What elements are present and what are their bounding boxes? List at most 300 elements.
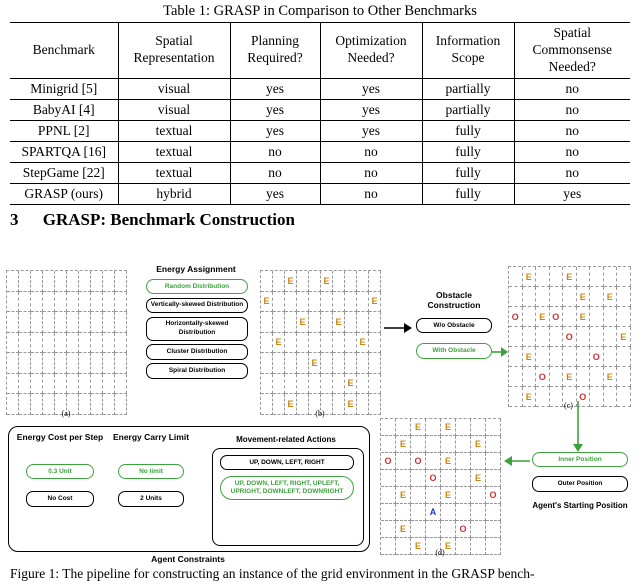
grid-cell bbox=[91, 271, 103, 292]
grid-cell bbox=[426, 521, 441, 538]
grid-cell bbox=[91, 312, 103, 333]
grid-cell bbox=[550, 327, 564, 347]
grid-cell bbox=[115, 333, 127, 354]
grid-cell bbox=[31, 374, 43, 395]
table-cell: BabyAI [4] bbox=[10, 99, 118, 120]
grid-cell-e: E bbox=[523, 267, 537, 287]
grid-cell bbox=[31, 353, 43, 374]
grid-cell bbox=[79, 271, 91, 292]
grid-cell bbox=[617, 367, 631, 387]
grid-cell bbox=[7, 353, 19, 374]
grid-cell-o: O bbox=[590, 347, 604, 367]
grid-cell bbox=[285, 333, 297, 354]
grid-panel-b bbox=[260, 270, 381, 415]
grid-cell-e: E bbox=[441, 538, 456, 555]
table-cell: fully bbox=[422, 162, 514, 183]
grid-cell bbox=[285, 353, 297, 374]
grid-cell bbox=[357, 353, 369, 374]
grid-cell-o: O bbox=[426, 470, 441, 487]
grid-cell bbox=[55, 333, 67, 354]
grid-cell bbox=[273, 312, 285, 333]
energy-cost-title: Energy Cost per Step bbox=[16, 432, 104, 442]
table-header-row bbox=[10, 23, 630, 79]
grid-cell bbox=[31, 271, 43, 292]
grid-cell bbox=[79, 333, 91, 354]
energy-cost-options bbox=[26, 464, 94, 507]
grid-cell bbox=[31, 312, 43, 333]
grid-cell bbox=[456, 419, 471, 436]
grid-cell bbox=[411, 436, 426, 453]
grid-cell-e: E bbox=[297, 312, 309, 333]
grid-cell bbox=[321, 353, 333, 374]
grid-cell bbox=[426, 436, 441, 453]
grid-cell-e: E bbox=[563, 367, 577, 387]
grid-cell bbox=[67, 333, 79, 354]
grid-cell bbox=[369, 271, 381, 292]
grid-cell-o: O bbox=[509, 307, 523, 327]
option-horizontally-skewed-distribution: Horizontally-skewed Distribution bbox=[146, 317, 248, 341]
grid-cell bbox=[19, 333, 31, 354]
grid-cell-e: E bbox=[411, 419, 426, 436]
grid-cell bbox=[381, 419, 396, 436]
table-cell: StepGame [22] bbox=[10, 162, 118, 183]
grid-cell bbox=[563, 287, 577, 307]
table-cell: hybrid bbox=[118, 183, 230, 204]
grid-cell bbox=[369, 374, 381, 395]
grid-cell bbox=[103, 374, 115, 395]
option-vertically-skewed-distribution: Vertically-skewed Distribution bbox=[146, 298, 248, 313]
grid-cell bbox=[426, 453, 441, 470]
grid-cell-e: E bbox=[321, 271, 333, 292]
grid-cell bbox=[321, 292, 333, 313]
grid-cell bbox=[456, 436, 471, 453]
grid-cell bbox=[333, 353, 345, 374]
movement-actions-options bbox=[220, 455, 354, 500]
grid-cell bbox=[441, 521, 456, 538]
table-cell: textual bbox=[118, 162, 230, 183]
grid-cell-e: E bbox=[273, 333, 285, 354]
option-w-o-obstacle: W/o Obstacle bbox=[416, 318, 492, 333]
grid-cell-e: E bbox=[396, 521, 411, 538]
column-header: Optimization Needed? bbox=[320, 23, 422, 79]
grid-cell bbox=[523, 327, 537, 347]
grid-panel-c bbox=[508, 266, 631, 407]
section-heading bbox=[10, 210, 295, 230]
grid-cell-o: O bbox=[563, 327, 577, 347]
carry-limit-options bbox=[118, 464, 184, 507]
obstacle-construction-options bbox=[416, 318, 492, 359]
grid-cell bbox=[509, 367, 523, 387]
panel-label-b: (b) bbox=[315, 409, 325, 418]
grid-cell bbox=[55, 374, 67, 395]
table-cell: GRASP (ours) bbox=[10, 183, 118, 204]
grid-cell bbox=[604, 347, 618, 367]
grid-cell bbox=[261, 312, 273, 333]
grid-cell bbox=[509, 287, 523, 307]
table-cell: yes bbox=[514, 183, 630, 204]
grid-cell bbox=[285, 312, 297, 333]
grid-cell bbox=[396, 419, 411, 436]
grid-cell bbox=[381, 504, 396, 521]
column-header: Spatial Commonsense Needed? bbox=[514, 23, 630, 79]
grid-cell bbox=[441, 504, 456, 521]
grid-cell-o: O bbox=[536, 367, 550, 387]
grid-cell bbox=[381, 470, 396, 487]
grid-cell bbox=[381, 436, 396, 453]
grid-cell bbox=[43, 333, 55, 354]
table-cell: no bbox=[514, 78, 630, 99]
grid-cell bbox=[333, 374, 345, 395]
table-cell: no bbox=[514, 99, 630, 120]
grid-cell bbox=[411, 487, 426, 504]
grid-cell bbox=[55, 271, 67, 292]
grid-cell bbox=[590, 267, 604, 287]
table-cell: no bbox=[320, 162, 422, 183]
grid-cell bbox=[411, 521, 426, 538]
grid-cell bbox=[309, 333, 321, 354]
grid-cell bbox=[19, 374, 31, 395]
grid-cell-e: E bbox=[345, 374, 357, 395]
grid-cell-o: O bbox=[486, 487, 501, 504]
grid-cell bbox=[509, 347, 523, 367]
grid-cell bbox=[577, 367, 591, 387]
grid-cell-e: E bbox=[411, 538, 426, 555]
grid-cell-e: E bbox=[523, 347, 537, 367]
grid-cell bbox=[486, 504, 501, 521]
grid-cell bbox=[345, 271, 357, 292]
grid-cell bbox=[321, 312, 333, 333]
grid-cell bbox=[261, 374, 273, 395]
grid-cell-e: E bbox=[441, 419, 456, 436]
table-cell: no bbox=[514, 120, 630, 141]
grid-cell bbox=[115, 353, 127, 374]
grid-cell bbox=[91, 333, 103, 354]
grid-cell bbox=[55, 292, 67, 313]
grid-cell-o: O bbox=[550, 307, 564, 327]
grid-cell bbox=[426, 487, 441, 504]
grid-cell bbox=[536, 267, 550, 287]
table-cell: SPARTQA [16] bbox=[10, 141, 118, 162]
option-up-down-left-right: UP, DOWN, LEFT, RIGHT bbox=[220, 455, 354, 470]
grid-cell bbox=[309, 271, 321, 292]
grid-cell bbox=[79, 374, 91, 395]
grid-cell bbox=[67, 312, 79, 333]
figure-1 bbox=[0, 258, 640, 568]
grid-cell bbox=[617, 287, 631, 307]
table-row bbox=[10, 99, 630, 120]
grid-cell bbox=[43, 271, 55, 292]
grid-cell bbox=[563, 347, 577, 367]
grid-cell bbox=[333, 271, 345, 292]
arrow-right-green-icon bbox=[492, 346, 508, 358]
grid-cell bbox=[471, 504, 486, 521]
grid-cell bbox=[369, 353, 381, 374]
column-header: Benchmark bbox=[10, 23, 118, 79]
grid-cell bbox=[19, 271, 31, 292]
table-cell: yes bbox=[230, 183, 320, 204]
grid-cell bbox=[261, 333, 273, 354]
grid-cell bbox=[103, 333, 115, 354]
table-cell: no bbox=[320, 141, 422, 162]
grid-cell bbox=[115, 292, 127, 313]
grid-cell bbox=[381, 487, 396, 504]
grid-cell bbox=[7, 292, 19, 313]
grid-cell bbox=[103, 312, 115, 333]
grid-cell bbox=[43, 374, 55, 395]
grid-cell bbox=[471, 453, 486, 470]
grid-cell-e: E bbox=[604, 367, 618, 387]
grid-cell bbox=[31, 333, 43, 354]
carry-limit-title: Energy Carry Limit bbox=[112, 432, 190, 442]
table-cell: fully bbox=[422, 120, 514, 141]
grid-cell bbox=[550, 267, 564, 287]
grid-cell bbox=[345, 333, 357, 354]
grid-cell bbox=[617, 267, 631, 287]
grid-cell bbox=[486, 470, 501, 487]
grid-cell bbox=[55, 312, 67, 333]
grid-cell bbox=[456, 470, 471, 487]
arrow-right-icon bbox=[384, 322, 412, 334]
grid-cell bbox=[486, 419, 501, 436]
grid-cell bbox=[321, 333, 333, 354]
grid-cell bbox=[536, 287, 550, 307]
grid-cell-o: O bbox=[577, 387, 591, 407]
grid-cell bbox=[309, 374, 321, 395]
table-row bbox=[10, 120, 630, 141]
grid-cell bbox=[396, 453, 411, 470]
grid-cell-e: E bbox=[471, 470, 486, 487]
grid-cell bbox=[91, 374, 103, 395]
grid-cell bbox=[590, 367, 604, 387]
grid-cell bbox=[7, 312, 19, 333]
table-cell: visual bbox=[118, 99, 230, 120]
grid-cell bbox=[577, 267, 591, 287]
option-up-down-left-right-upleft-upright-downleft-downright: UP, DOWN, LEFT, RIGHT, UPLEFT, UPRIGHT, DOWNLEFT, DOWNRIGHT bbox=[220, 476, 354, 500]
table-cell: fully bbox=[422, 141, 514, 162]
grid-cell bbox=[115, 374, 127, 395]
table-row bbox=[10, 78, 630, 99]
grid-cell-e: E bbox=[357, 333, 369, 354]
grid-cell bbox=[67, 374, 79, 395]
grid-cell bbox=[297, 271, 309, 292]
table-cell: no bbox=[514, 141, 630, 162]
grid-cell bbox=[523, 307, 537, 327]
benchmark-table bbox=[10, 22, 630, 205]
grid-cell-e: E bbox=[441, 487, 456, 504]
grid-cell bbox=[321, 374, 333, 395]
grid-cell-e: E bbox=[441, 453, 456, 470]
grid-cell bbox=[7, 374, 19, 395]
grid-cell bbox=[67, 353, 79, 374]
option-spiral-distribution: Spiral Distribution bbox=[146, 363, 248, 378]
grid-cell-o: O bbox=[381, 453, 396, 470]
option-no-limit: No limit bbox=[118, 464, 184, 479]
table-cell: yes bbox=[230, 120, 320, 141]
grid-cell bbox=[19, 312, 31, 333]
grid-cell-o: O bbox=[411, 453, 426, 470]
grid-cell bbox=[411, 470, 426, 487]
figure-caption: Figure 1: The pipeline for constructing an instance of the grid environment in the GRASP bench- bbox=[10, 566, 535, 581]
grid-cell bbox=[577, 327, 591, 347]
grid-cell bbox=[79, 312, 91, 333]
grid-cell-e: E bbox=[577, 307, 591, 327]
grid-cell-e: E bbox=[285, 271, 297, 292]
grid-cell bbox=[333, 292, 345, 313]
table-cell: Minigrid [5] bbox=[10, 78, 118, 99]
column-header: Planning Required? bbox=[230, 23, 320, 79]
grid-cell bbox=[396, 470, 411, 487]
grid-cell bbox=[285, 292, 297, 313]
table-cell: fully bbox=[422, 183, 514, 204]
grid-cell-o: O bbox=[456, 521, 471, 538]
grid-cell bbox=[509, 267, 523, 287]
table-row bbox=[10, 183, 630, 204]
column-header: Spatial Representation bbox=[118, 23, 230, 79]
grid-cell bbox=[441, 470, 456, 487]
grid-cell bbox=[91, 292, 103, 313]
table-cell: visual bbox=[118, 78, 230, 99]
grid-cell bbox=[345, 292, 357, 313]
grid-cell-e: E bbox=[396, 487, 411, 504]
grid-cell-e: E bbox=[617, 327, 631, 347]
option-2-units: 2 Units bbox=[118, 491, 184, 506]
grid-cell bbox=[273, 292, 285, 313]
grid-cell bbox=[441, 436, 456, 453]
grid-cell bbox=[43, 312, 55, 333]
grid-cell-e: E bbox=[333, 312, 345, 333]
grid-cell bbox=[79, 292, 91, 313]
grid-cell bbox=[523, 287, 537, 307]
grid-cell bbox=[309, 292, 321, 313]
option-cluster-distribution: Cluster Distribution bbox=[146, 344, 248, 359]
arrow-left-green-icon bbox=[504, 455, 530, 467]
grid-cell bbox=[486, 436, 501, 453]
grid-cell bbox=[590, 327, 604, 347]
table-cell: textual bbox=[118, 120, 230, 141]
grid-cell-a: A bbox=[426, 504, 441, 521]
grid-cell bbox=[369, 333, 381, 354]
grid-cell bbox=[617, 347, 631, 367]
table-cell: yes bbox=[230, 78, 320, 99]
grid-cell bbox=[103, 271, 115, 292]
grid-cell bbox=[550, 287, 564, 307]
grid-cell bbox=[79, 353, 91, 374]
grid-cell bbox=[617, 307, 631, 327]
starting-position-label: Agent's Starting Position bbox=[532, 501, 628, 510]
panel-label-d: (d) bbox=[435, 548, 445, 557]
starting-position-options bbox=[532, 452, 628, 492]
grid-cell bbox=[55, 353, 67, 374]
grid-cell bbox=[43, 353, 55, 374]
energy-assignment-options bbox=[146, 279, 248, 379]
table-caption: Table 1: GRASP in Comparison to Other Benchmarks bbox=[163, 3, 477, 19]
grid-cell bbox=[31, 292, 43, 313]
grid-cell bbox=[357, 292, 369, 313]
table-cell: yes bbox=[320, 99, 422, 120]
grid-cell bbox=[261, 271, 273, 292]
grid-cell bbox=[471, 419, 486, 436]
section-title: GRASP: Benchmark Construction bbox=[42, 210, 295, 229]
grid-cell-e: E bbox=[369, 292, 381, 313]
grid-cell bbox=[536, 327, 550, 347]
agent-constraints-label: Agent Constraints bbox=[151, 554, 225, 564]
grid-cell bbox=[486, 521, 501, 538]
grid-cell bbox=[19, 292, 31, 313]
grid-cell bbox=[456, 487, 471, 504]
grid-cell bbox=[604, 307, 618, 327]
table-cell: no bbox=[230, 162, 320, 183]
grid-cell-e: E bbox=[345, 394, 357, 415]
table-cell: partially bbox=[422, 78, 514, 99]
grid-cell bbox=[7, 333, 19, 354]
grid-cell bbox=[103, 292, 115, 313]
grid-cell bbox=[115, 271, 127, 292]
grid-cell bbox=[261, 353, 273, 374]
grid-cell bbox=[396, 504, 411, 521]
grid-cell bbox=[536, 347, 550, 367]
energy-assignment-title: Energy Assignment bbox=[156, 264, 236, 274]
table-row bbox=[10, 162, 630, 183]
grid-cell-e: E bbox=[396, 436, 411, 453]
grid-cell bbox=[297, 353, 309, 374]
table-cell: textual bbox=[118, 141, 230, 162]
column-header: Information Scope bbox=[422, 23, 514, 79]
grid-cell bbox=[273, 271, 285, 292]
grid-cell bbox=[486, 453, 501, 470]
grid-cell bbox=[357, 271, 369, 292]
grid-cell-e: E bbox=[471, 436, 486, 453]
grid-cell bbox=[297, 374, 309, 395]
table-cell: no bbox=[320, 183, 422, 204]
grid-cell bbox=[273, 353, 285, 374]
grid-cell bbox=[297, 292, 309, 313]
grid-cell bbox=[345, 312, 357, 333]
grid-cell bbox=[471, 521, 486, 538]
grid-cell-e: E bbox=[536, 307, 550, 327]
grid-cell bbox=[563, 307, 577, 327]
obstacle-construction-title: Obstacle Construction bbox=[427, 290, 481, 311]
grid-cell bbox=[285, 374, 297, 395]
table-cell: yes bbox=[230, 99, 320, 120]
grid-cell bbox=[604, 327, 618, 347]
grid-cell bbox=[411, 504, 426, 521]
table-cell: yes bbox=[320, 120, 422, 141]
option-inner-position: Inner Position bbox=[532, 452, 628, 467]
grid-cell bbox=[456, 504, 471, 521]
grid-cell bbox=[381, 521, 396, 538]
grid-cell bbox=[577, 347, 591, 367]
table-cell: yes bbox=[320, 78, 422, 99]
grid-cell bbox=[357, 312, 369, 333]
grid-cell bbox=[273, 374, 285, 395]
grid-cell-e: E bbox=[309, 353, 321, 374]
grid-cell bbox=[471, 487, 486, 504]
panel-label-c: (c) bbox=[564, 401, 573, 410]
grid-cell bbox=[115, 312, 127, 333]
grid-cell bbox=[309, 312, 321, 333]
grid-cell-e: E bbox=[523, 387, 537, 407]
arrow-down-green-icon bbox=[572, 401, 584, 453]
grid-cell bbox=[333, 333, 345, 354]
grid-cell bbox=[590, 307, 604, 327]
grid-cell bbox=[297, 333, 309, 354]
grid-cell bbox=[7, 271, 19, 292]
grid-cell bbox=[345, 353, 357, 374]
grid-cell bbox=[509, 327, 523, 347]
grid-cell-e: E bbox=[261, 292, 273, 313]
grid-cell bbox=[67, 292, 79, 313]
section-number: 3 bbox=[10, 210, 19, 229]
